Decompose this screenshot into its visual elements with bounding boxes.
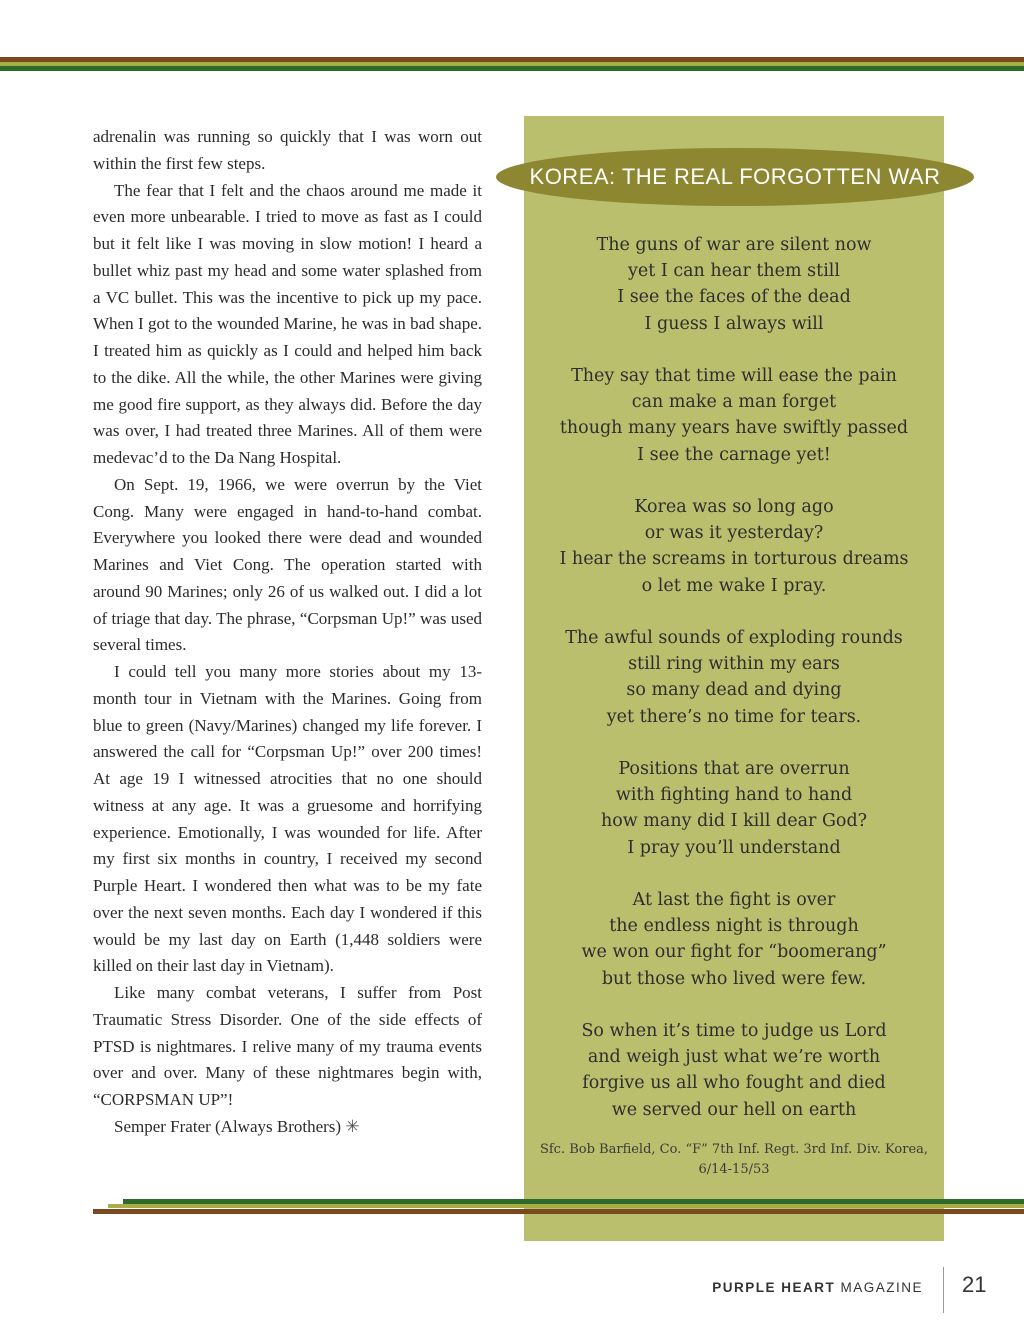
magazine-name [712, 1280, 923, 1295]
poem-line: the endless night is through [609, 916, 859, 937]
magazine-name-rest: MAGAZINE [835, 1280, 923, 1295]
poem-line: I guess I always will [644, 313, 824, 334]
poem-line: I pray you’ll understand [627, 837, 841, 858]
article-paragraph: The fear that I felt and the chaos around me made it even more unbearable. I tried to move as fast as I could but it felt like I was moving in slow motion! I heard a bullet whiz past my head and some water splashed from a VC bullet. This was the incentive to pick up my pace. When I got to the wounded Marine, he was in bad shape. I treated him as quickly as I could and helped him back to the dike. All the while, the other Marines were giving me good fire support, as they always did. Before the day was over, I had treated three Marines. All of them were medevac’d to the Da Nang Hospital. [93, 180, 482, 467]
poem [524, 232, 944, 1149]
poem-line: The guns of war are silent now [596, 235, 872, 255]
article-closing-text: Semper Frater (Always Brothers) [114, 1116, 342, 1136]
sidebar-title-oval [496, 148, 974, 206]
poem-line: The awful sounds of exploding rounds [565, 628, 903, 648]
article-paragraph: Like many combat veterans, I suffer from Post Traumatic Stress Disorder. One of the side effects of PTSD is nightmares. I relive many of my trauma events over and over. Many of these nightmares begin with, “CORPSMAN UP”! [93, 983, 482, 1109]
poem-line: how many did I kill dear God? [600, 811, 868, 832]
poem-line: but those who lived were few. [601, 968, 867, 989]
poem-line: forgive us all who fought and died [582, 1073, 886, 1094]
poem-line: Korea was so long ago [634, 497, 834, 517]
poem-line: can make a man forget [631, 392, 837, 413]
poem-line: At last the fight is over [632, 890, 836, 910]
poem-stanza [524, 232, 944, 337]
poem-line: though many years have swiftly passed [559, 418, 909, 439]
article-paragraph: On Sept. 19, 1966, we were overrun by the Viet Cong. Many were engaged in hand-to-hand combat. Everywhere you looked there were dead and wounded Marines and Viet Cong. The operation started with around 90 Marines; only 26 of us walked out. I did a lot of triage that day. The phrase, “Corpsman Up!” was used several times. [93, 474, 482, 655]
poem-line: o let me wake I pray. [641, 575, 827, 596]
sidebar-title: KOREA: THE REAL FORGOTTEN WAR [529, 164, 941, 189]
bottom-stripe-olive [108, 1204, 1024, 1208]
bottom-stripe-brown [93, 1209, 1024, 1214]
article-paragraph: I could tell you many more stories about my 13-month tour in Vietnam with the Marines. Going from blue to green (Navy/Marines) changed my life forever. I answered the call for “Corpsman Up!” over 200 times! At age 19 I witnessed atrocities that no one should witness at any age. It was a gruesome and horrifying experience. Emotionally, I was wounded for life. After my first six months in country, I received my second Purple Heart. I wondered then what was to be my fate over the next seven months. Each day I wondered if this would be my last day on Earth (1,448 soldiers were killed on their last day in Vietnam). [93, 662, 482, 976]
poem-line: still ring within my ears [628, 654, 840, 675]
footer-divider [943, 1267, 944, 1313]
poem-line: so many dead and dying [626, 680, 842, 701]
poem-line: yet there’s no time for tears. [606, 706, 862, 727]
poem-line: yet I can hear them still [628, 261, 840, 282]
poem-line: Positions that are overrun [618, 759, 850, 779]
poem-line: or was it yesterday? [644, 523, 824, 544]
poem-stanza [524, 625, 944, 730]
top-stripe-green [0, 66, 1024, 71]
poem-line: I hear the screams in torturous dreams [559, 549, 909, 570]
poem-credit [524, 1140, 944, 1180]
end-of-article-icon: ✳ [345, 1116, 360, 1136]
magazine-name-bold: PURPLE HEART [712, 1280, 836, 1295]
article-paragraph: adrenalin was running so quickly that I was worn out within the first few steps. [93, 127, 482, 173]
poem-line: So when it’s time to judge us Lord [581, 1021, 887, 1041]
poem-stanza [524, 887, 944, 992]
poem-credit-line: Sfc. Bob Barfield, Co. “F” 7th Inf. Regt. 3rd Inf. Div. Korea, [539, 1142, 929, 1157]
poem-stanza [524, 494, 944, 599]
poem-stanza [524, 363, 944, 468]
poem-line: we served our hell on earth [611, 1099, 857, 1120]
poem-line: and weigh just what we’re worth [587, 1047, 881, 1068]
article-closing-paragraph [93, 1114, 482, 1141]
article-column [93, 124, 482, 1141]
poem-stanza [524, 1018, 944, 1123]
poem-line: we won our fight for “boomerang” [581, 942, 887, 963]
poem-credit-line: 6/14-15/53 [698, 1162, 770, 1177]
poem-line: I see the carnage yet! [637, 444, 831, 465]
poem-stanza [524, 756, 944, 861]
poem-line: They say that time will ease the pain [571, 366, 897, 386]
poem-line: I see the faces of the dead [617, 287, 851, 308]
page-number: 21 [962, 1272, 987, 1297]
poem-line: with fighting hand to hand [615, 785, 853, 806]
